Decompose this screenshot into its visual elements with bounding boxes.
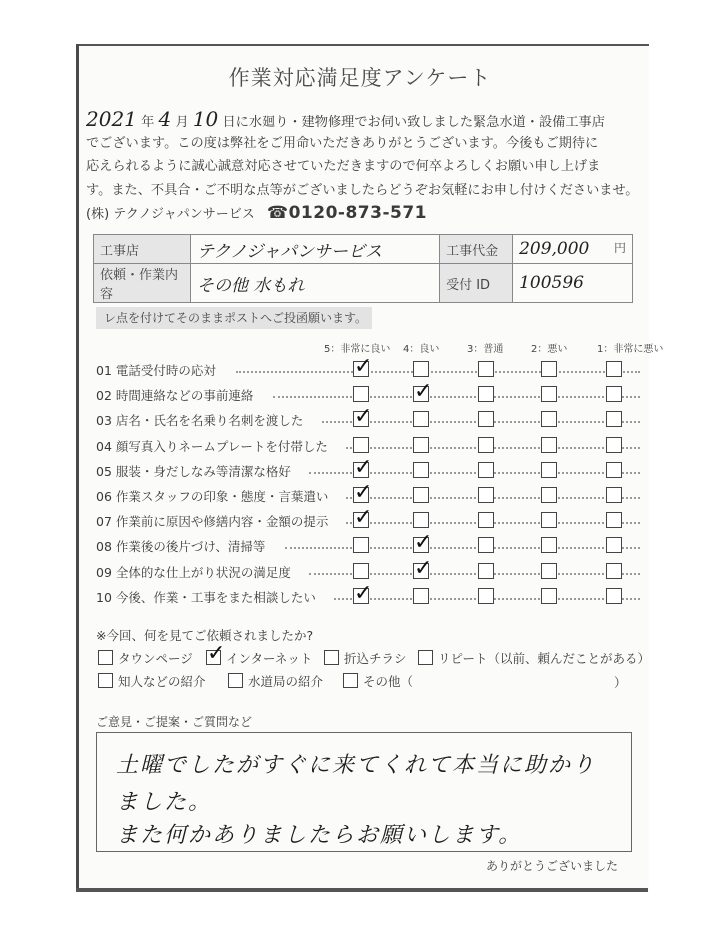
dotted-leader [273,396,640,398]
rating-checkbox[interactable] [606,437,622,453]
handwritten-day: 10 [192,107,219,131]
check-mark-icon: ✓ [207,641,226,666]
intro-line1: 日に水廻り・建物修理でお伺い致しました緊急水道・設備工事店 [222,115,605,130]
check-mark-icon: ✓ [354,505,373,531]
question-label: 06 作業スタッフの印象・態度・言葉遣い [96,489,329,504]
content-label: 依頼・作業内容 [94,264,191,303]
rating-checkbox[interactable] [353,563,369,579]
rating-checkbox[interactable] [478,563,494,579]
rating-checkbox[interactable] [541,563,557,579]
rating-checkbox[interactable] [478,361,494,377]
rating-checkbox[interactable] [413,411,429,427]
rating-checkbox[interactable] [541,462,557,478]
rating-checkbox[interactable] [413,462,429,478]
check-mark-icon: ✓ [354,480,373,505]
question-label: 01 電話受付時の応対 [96,363,216,378]
rating-checkbox[interactable] [541,512,557,528]
content-value: その他 水もれ [191,264,440,303]
rating-checkbox[interactable] [413,437,429,453]
rating-checkbox[interactable] [541,537,557,553]
question-label: 08 作業後の後片づけ、清掃等 [96,539,266,555]
rating-checkbox[interactable] [478,487,494,503]
rating-checkbox[interactable] [413,361,429,377]
intro-line4: す。また、不具合・ご不明な点等がございましたらどうぞお気軽にお申し付けくださいませ。 [86,182,639,198]
rating-checkbox[interactable] [353,537,369,553]
rating-checkbox[interactable] [606,411,622,427]
intro-text [86,108,646,226]
dotted-leader [236,371,640,373]
rating-checkbox[interactable] [478,437,494,453]
paper-edge [76,888,648,892]
source-checkbox[interactable] [324,650,339,665]
rating-checkbox[interactable] [606,361,622,377]
cost-cell [513,235,633,264]
rating-checkbox[interactable] [606,563,622,579]
question-label: 03 店名・氏名を名乗り名刺を渡した [96,413,304,429]
source-checkbox[interactable] [343,673,358,688]
comment-line-2: ました。 [116,790,213,815]
source-option-label: 水道局の紹介 [248,674,324,689]
scale-label: 3：普通 [467,344,504,355]
question-label: 10 今後、作業・工事をまた相談したい [96,589,316,605]
rating-checkbox[interactable] [478,512,494,528]
scale-label: 1：非常に悪い [597,344,664,355]
source-option-label: 折込チラシ [344,651,407,666]
comment-line-1: 土曜でしたがすぐに来てくれて本当に助かり [116,753,597,778]
phone-number: ☎0120-873-571 [266,203,427,223]
source-checkbox[interactable] [98,673,113,688]
source-question: ※今回、何を見てご依頼されましたか? [96,628,314,643]
instruction-banner: レ点を付けてそのままポストへご投函願います。 [96,307,372,329]
rating-checkbox[interactable] [606,386,622,402]
shop-value: テクノジャパンサービス [191,235,440,264]
cost-value: 209,000 [519,239,590,259]
check-mark-icon: ✓ [354,580,373,606]
rating-checkbox[interactable] [478,386,494,402]
rating-checkbox[interactable] [413,512,429,528]
question-label: 05 服装・身だしなみ等清潔な格好 [96,463,291,479]
intro-line2: でございます。この度は弊社をご用命いただきありがとうございます。今後もご期待に [86,135,599,151]
rating-checkbox[interactable] [606,462,622,478]
id-label: 受付 ID [440,264,513,303]
id-value: 100596 [513,264,633,303]
handwritten-year: 2021 [86,107,137,131]
rating-checkbox[interactable] [606,487,622,503]
other-close-paren: ） [614,675,627,690]
rating-checkbox[interactable] [606,537,622,553]
source-option-label: その他（ [363,674,414,689]
dotted-leader [285,547,640,549]
handwritten-month: 4 [158,107,172,131]
source-checkbox[interactable] [228,673,243,688]
year-unit: 年 [141,115,155,130]
rating-checkbox[interactable] [413,588,429,604]
rating-checkbox[interactable] [541,386,557,402]
check-mark-icon: ✓ [414,379,433,405]
source-checkbox[interactable] [98,650,113,665]
scale-label: 2：悪い [531,344,568,355]
question-label: 07 作業前に原因や修繕内容・金額の提示 [96,514,329,530]
question-label: 09 全体的な仕上がり状況の満足度 [96,564,291,580]
cost-unit: 円 [613,241,626,255]
thanks-text: ありがとうございました [486,859,619,873]
comment-label: ご意見・ご提案・ご質問など [96,715,253,729]
check-mark-icon: ✓ [354,354,373,379]
source-checkbox[interactable] [418,650,433,665]
rating-checkbox[interactable] [541,588,557,604]
question-label: 04 顔写真入りネームプレートを付帯した [96,438,328,454]
rating-checkbox[interactable] [541,361,557,377]
rating-checkbox[interactable] [541,487,557,503]
check-mark-icon: ✓ [354,404,373,430]
source-option-label: タウンページ [118,651,193,666]
shop-label: 工事店 [94,235,191,264]
source-option-label: リピート（以前、頼んだことがある） [438,651,651,666]
source-option-label: 知人などの紹介 [118,674,206,689]
rating-checkbox[interactable] [353,437,369,453]
check-mark-icon: ✓ [414,555,433,581]
rating-checkbox[interactable] [541,411,557,427]
source-option-label: インターネット [226,651,313,666]
rating-checkbox[interactable] [478,588,494,604]
rating-checkbox[interactable] [478,462,494,478]
scale-label: 4：良い [403,344,440,355]
job-info-table [93,234,633,303]
intro-line3: 応えられるように誠心誠意対応させていただきますので何卒よろしくお願い申し上げま [86,159,601,174]
check-mark-icon: ✓ [354,454,373,480]
comment-line-3: また何かありましたらお願いします。 [116,823,523,848]
rating-checkbox[interactable] [353,386,369,402]
rating-checkbox[interactable] [413,487,429,503]
rating-checkbox[interactable] [478,411,494,427]
rating-checkbox[interactable] [541,437,557,453]
company-name: (株) テクノジャパンサービス [86,207,255,222]
survey-title: 作業対応満足度アンケート [228,66,492,90]
cost-label: 工事代金 [440,235,513,264]
rating-checkbox[interactable] [478,537,494,553]
rating-checkbox[interactable] [606,512,622,528]
check-mark-icon: ✓ [414,530,433,556]
month-unit: 月 [175,115,189,130]
question-label: 02 時間連絡などの事前連絡 [96,388,254,404]
scale-label: 5：非常に良い [324,344,391,355]
rating-checkbox[interactable] [606,588,622,604]
